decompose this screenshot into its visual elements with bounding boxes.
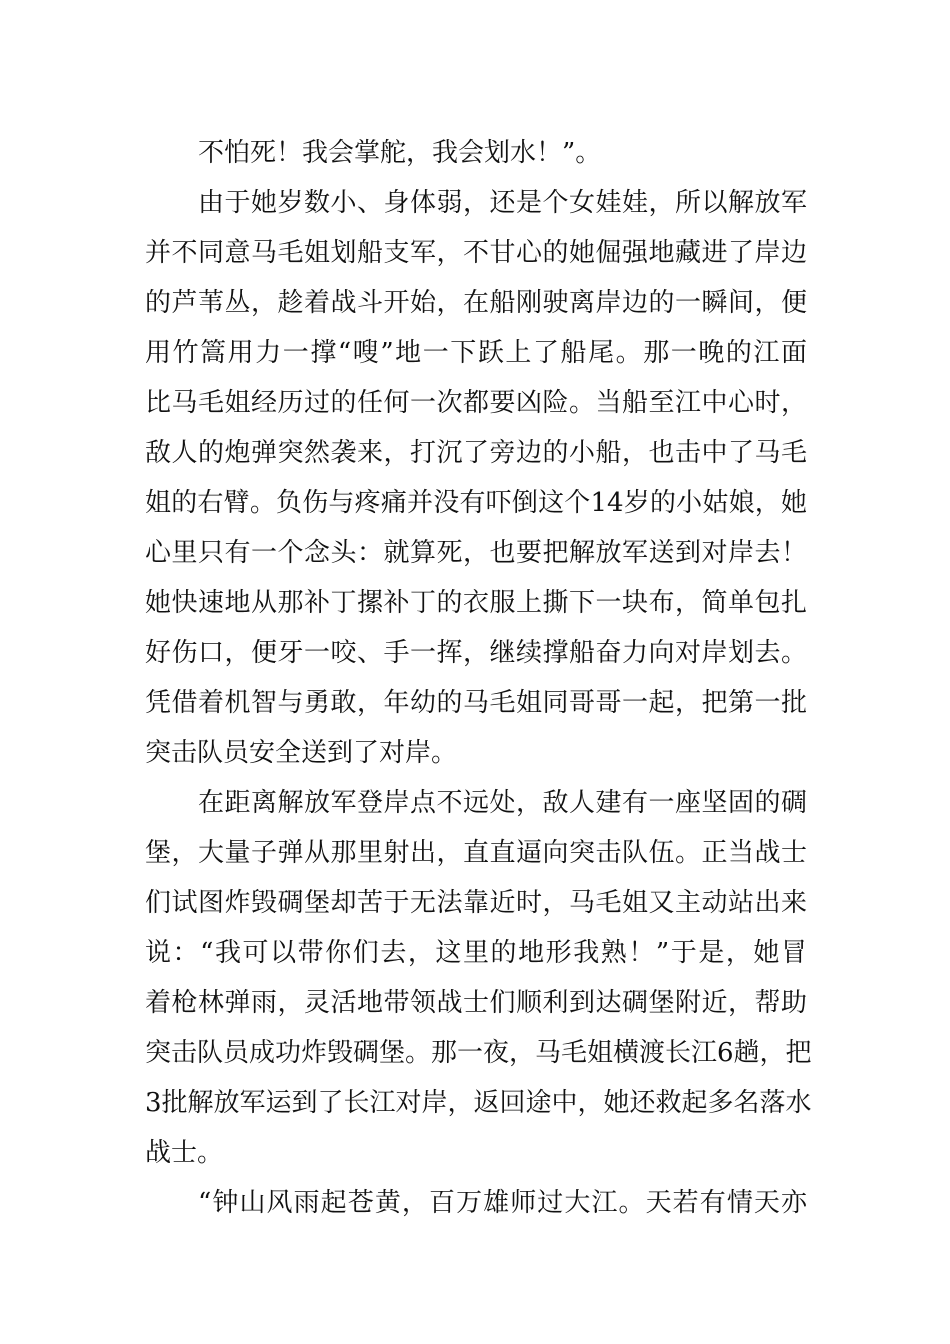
text-line: 比马毛姐经历过的任何一次都要凶险。当船至江中心时， (145, 388, 807, 418)
text-line: 用竹篙用力一撑“嗖”地一下跃上了船尾。那一晚的江面 (145, 338, 807, 368)
text-line: 她快速地从那补丁摞补丁的衣服上撕下一块布，简单包扎 (145, 588, 807, 618)
text-line: 敌人的炮弹突然袭来，打沉了旁边的小船，也击中了马毛 (145, 438, 807, 468)
text-line: 说：“我可以带你们去，这里的地形我熟！”于是，她冒 (145, 938, 807, 968)
text-line: 突击队员成功炸毁碉堡。那一夜，马毛姐横渡长江6趟，把 (145, 1038, 812, 1068)
text-line: “钟山风雨起苍黄，百万雄师过大江。天若有情天亦 (198, 1188, 807, 1218)
text-line: 不怕死！我会掌舵，我会划水！”。 (198, 138, 602, 168)
text-line: 好伤口，便牙一咬、手一挥，继续撑船奋力向对岸划去。 (145, 638, 807, 668)
text-line: 心里只有一个念头：就算死，也要把解放军送到对岸去！ (145, 538, 807, 568)
text-line: 并不同意马毛姐划船支军，不甘心的她倔强地藏进了岸边 (145, 238, 807, 268)
text-line: 们试图炸毁碉堡却苦于无法靠近时，马毛姐又主动站出来 (145, 888, 807, 918)
text-line: 姐的右臂。负伤与疼痛并没有吓倒这个14岁的小姑娘，她 (145, 488, 807, 518)
text-line: 在距离解放军登岸点不远处，敌人建有一座坚固的碉 (198, 788, 807, 818)
text-line: 的芦苇丛，趁着战斗开始，在船刚驶离岸边的一瞬间，便 (145, 288, 807, 318)
text-line: 突击队员安全送到了对岸。 (145, 738, 458, 768)
text-line: 着枪林弹雨，灵活地带领战士们顺利到达碉堡附近，帮助 (145, 988, 807, 1018)
text-line: 战士。 (145, 1138, 224, 1168)
text-line: 由于她岁数小、身体弱，还是个女娃娃，所以解放军 (198, 188, 807, 218)
document-body (145, 128, 812, 1228)
text-line: 堡，大量子弹从那里射出，直直逼向突击队伍。正当战士 (145, 838, 807, 868)
text-line: 凭借着机智与勇敢，年幼的马毛姐同哥哥一起，把第一批 (145, 688, 807, 718)
text-line: 3批解放军运到了长江对岸，返回途中，她还救起多名落水 (145, 1088, 812, 1118)
